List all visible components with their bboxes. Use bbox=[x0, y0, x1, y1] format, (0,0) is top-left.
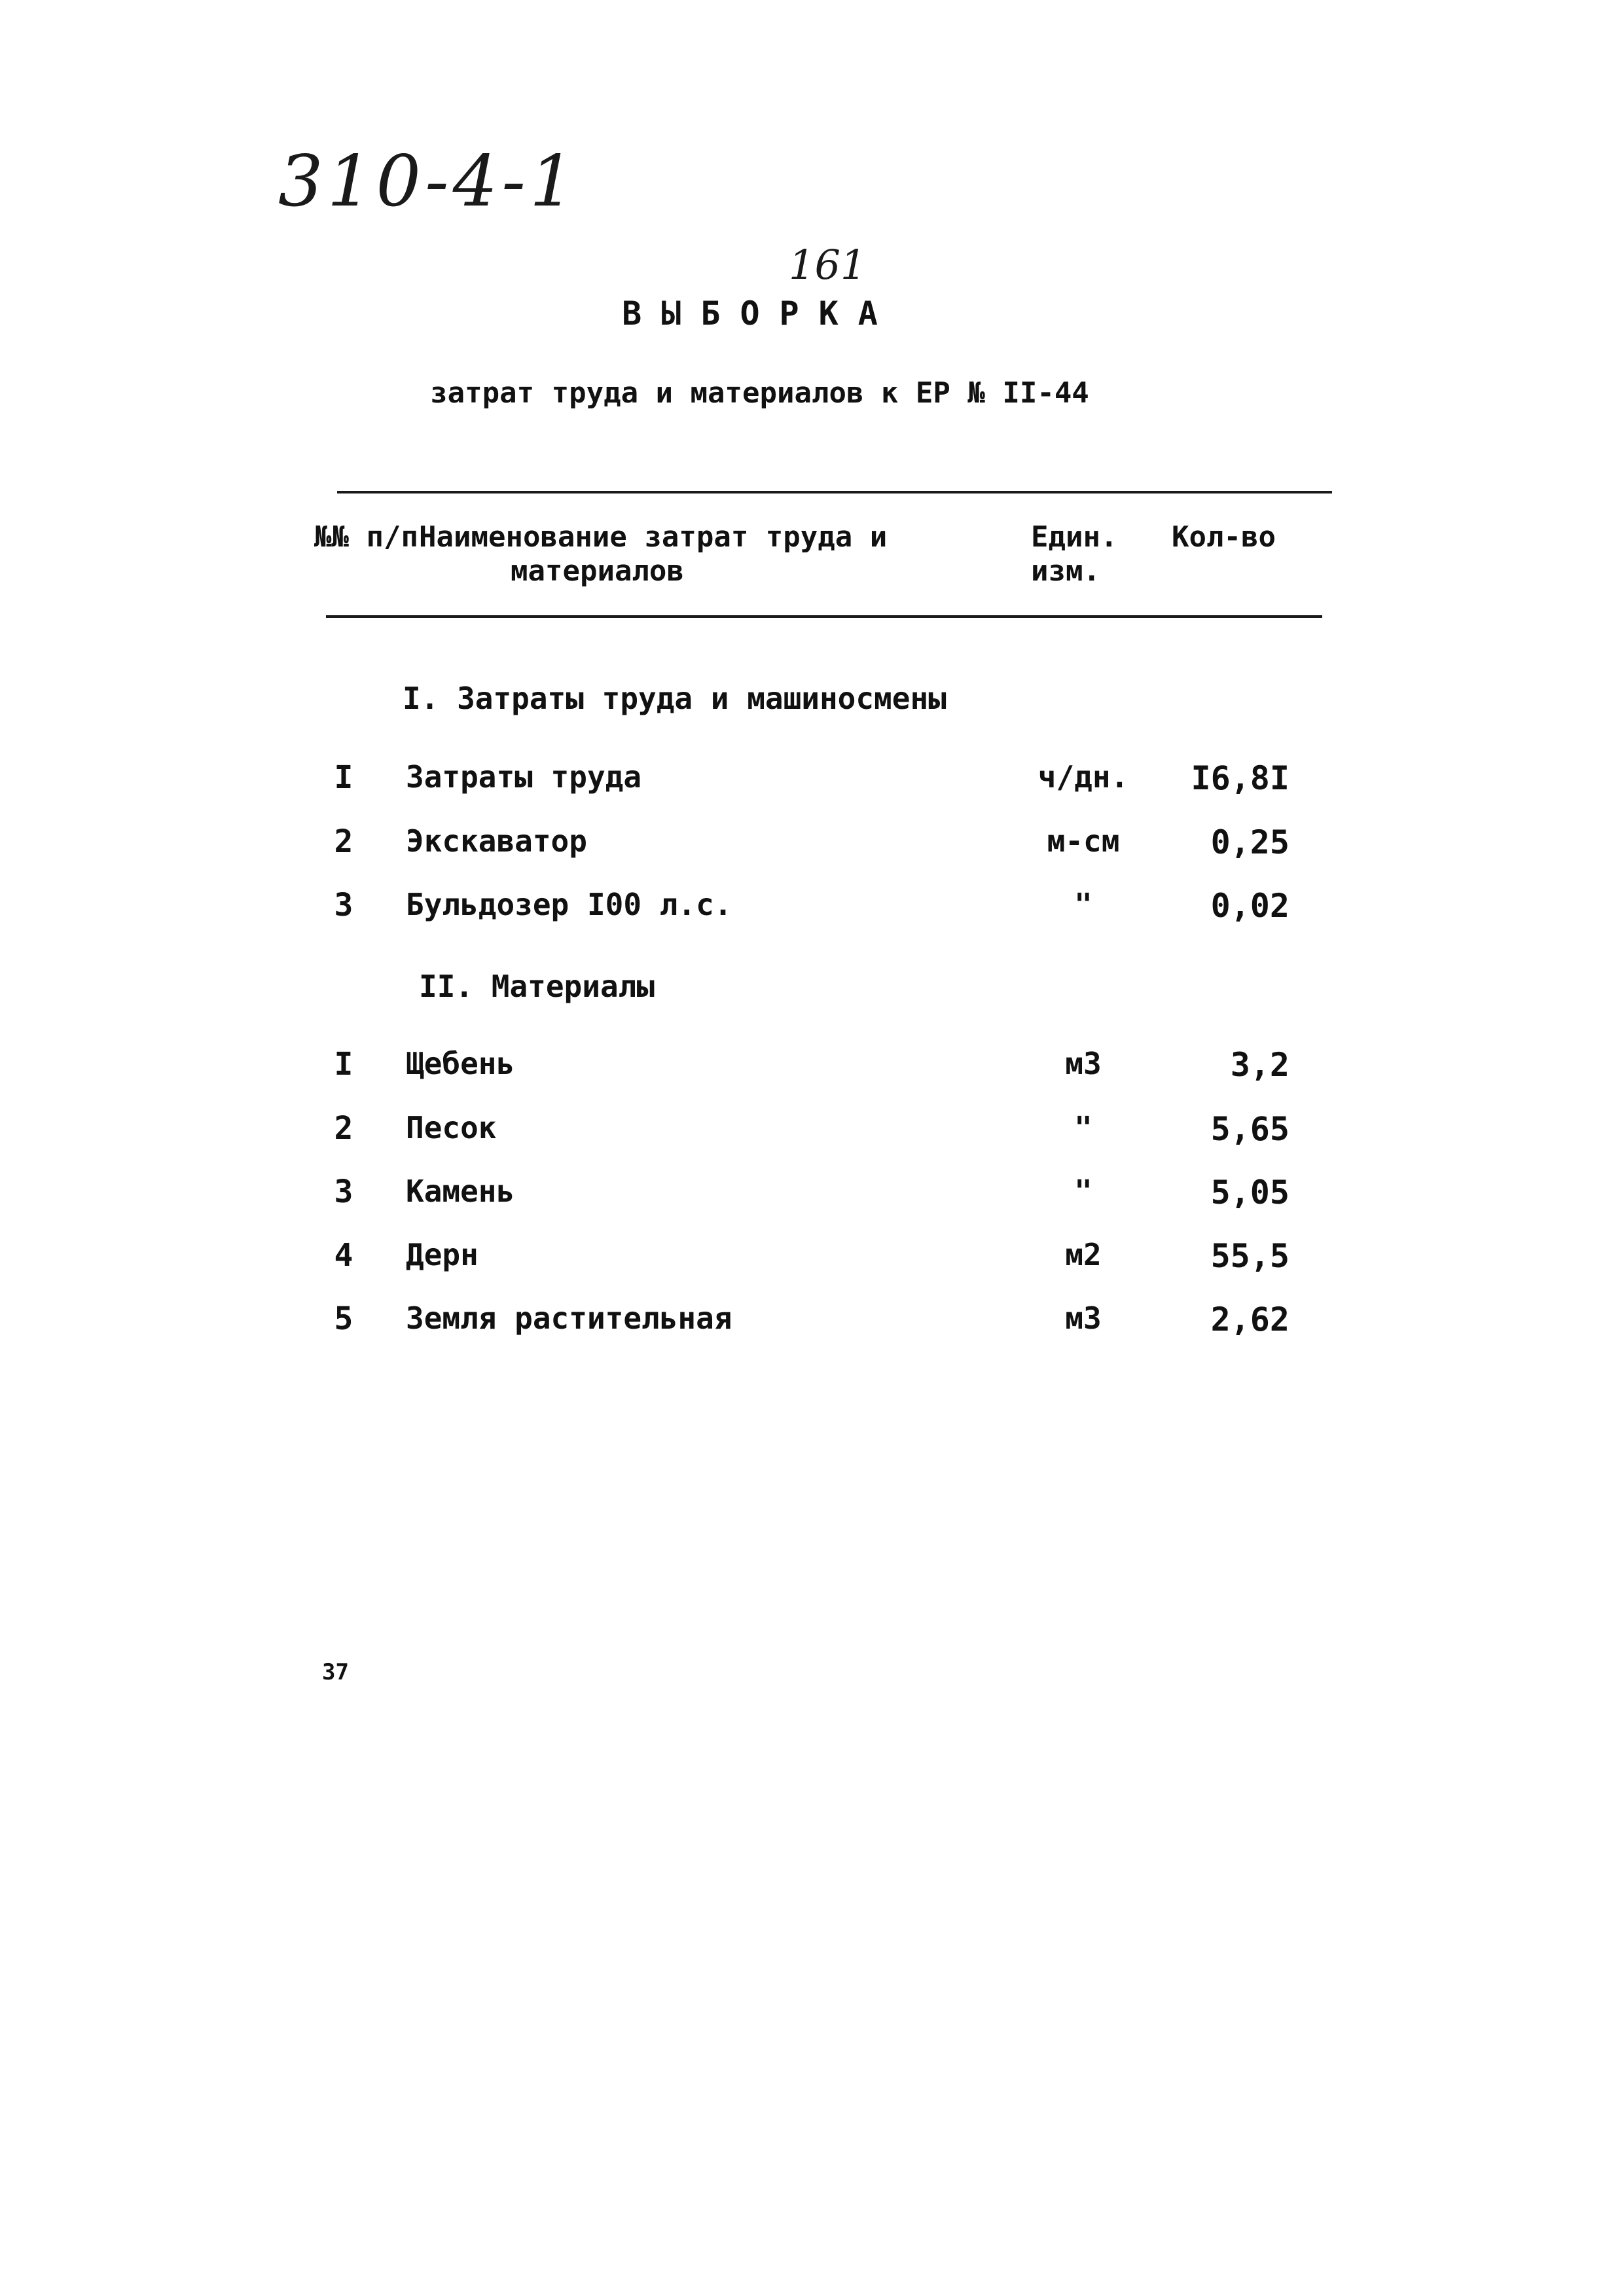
row-unit: м3 bbox=[1065, 1046, 1102, 1081]
row-qty: 2,62 bbox=[1210, 1300, 1290, 1338]
row-name: Бульдозер I00 л.с. bbox=[406, 887, 732, 922]
table-row bbox=[0, 759, 1624, 798]
row-name: Щебень bbox=[406, 1046, 515, 1081]
row-num: 2 bbox=[334, 1110, 353, 1147]
row-num: 2 bbox=[334, 823, 353, 860]
column-header-unit bbox=[1031, 520, 1149, 588]
row-unit: " bbox=[1074, 1174, 1092, 1209]
series-code: 310-4-1 bbox=[278, 141, 579, 223]
document-subtitle: затрат труда и материалов к ЕР № II-44 bbox=[430, 376, 1089, 410]
row-num: 3 bbox=[334, 1174, 353, 1210]
document-title: ВЫБОРКА bbox=[622, 295, 897, 332]
row-qty: 0,02 bbox=[1210, 887, 1290, 925]
row-unit: м3 bbox=[1065, 1300, 1102, 1336]
row-num: 3 bbox=[334, 887, 353, 924]
row-name: Земля растительная bbox=[406, 1300, 732, 1336]
row-unit: " bbox=[1074, 1110, 1092, 1145]
row-unit: м-см bbox=[1047, 823, 1120, 859]
page-number: 161 bbox=[789, 241, 867, 289]
column-header-name bbox=[419, 520, 956, 588]
row-qty: 5,65 bbox=[1210, 1110, 1290, 1148]
row-num: 5 bbox=[334, 1300, 353, 1337]
table-header-rule bbox=[326, 615, 1322, 618]
column-header-unit-line1: Един. bbox=[1031, 520, 1118, 554]
footer-mark: 37 bbox=[322, 1659, 349, 1685]
row-unit: ч/дн. bbox=[1038, 759, 1129, 795]
table-row bbox=[0, 887, 1624, 926]
table-row bbox=[0, 1237, 1624, 1276]
row-name: Песок bbox=[406, 1110, 497, 1145]
row-unit: м2 bbox=[1065, 1237, 1102, 1272]
row-qty: 5,05 bbox=[1210, 1174, 1290, 1211]
row-num: 4 bbox=[334, 1237, 353, 1274]
row-name: Камень bbox=[406, 1174, 515, 1209]
row-num: I bbox=[334, 1046, 353, 1083]
table-row bbox=[0, 823, 1624, 863]
column-header-qty: Кол-во bbox=[1172, 520, 1276, 554]
row-unit: " bbox=[1074, 887, 1092, 922]
section-title-labor: I. Затраты труда и машиносмены bbox=[403, 681, 947, 716]
table-top-rule bbox=[337, 491, 1332, 493]
row-num: I bbox=[334, 759, 353, 796]
column-header-unit-line2: изм. bbox=[1031, 554, 1100, 588]
row-name: Экскаватор bbox=[406, 823, 587, 859]
table-row bbox=[0, 1046, 1624, 1085]
table-row bbox=[0, 1174, 1624, 1213]
row-qty: 55,5 bbox=[1210, 1237, 1290, 1275]
row-name: Дерн bbox=[406, 1237, 478, 1272]
table-row bbox=[0, 1300, 1624, 1340]
row-name: Затраты труда bbox=[406, 759, 642, 795]
row-qty: I6,8I bbox=[1191, 759, 1290, 797]
row-qty: 3,2 bbox=[1230, 1046, 1290, 1084]
section-title-materials: II. Материалы bbox=[419, 969, 655, 1004]
row-qty: 0,25 bbox=[1210, 823, 1290, 861]
table-row bbox=[0, 1110, 1624, 1149]
column-header-name-line2: материалов bbox=[511, 554, 684, 588]
column-header-name-line1: Наименование затрат труда и bbox=[419, 520, 888, 554]
column-header-num: №№ п/п bbox=[314, 520, 418, 554]
